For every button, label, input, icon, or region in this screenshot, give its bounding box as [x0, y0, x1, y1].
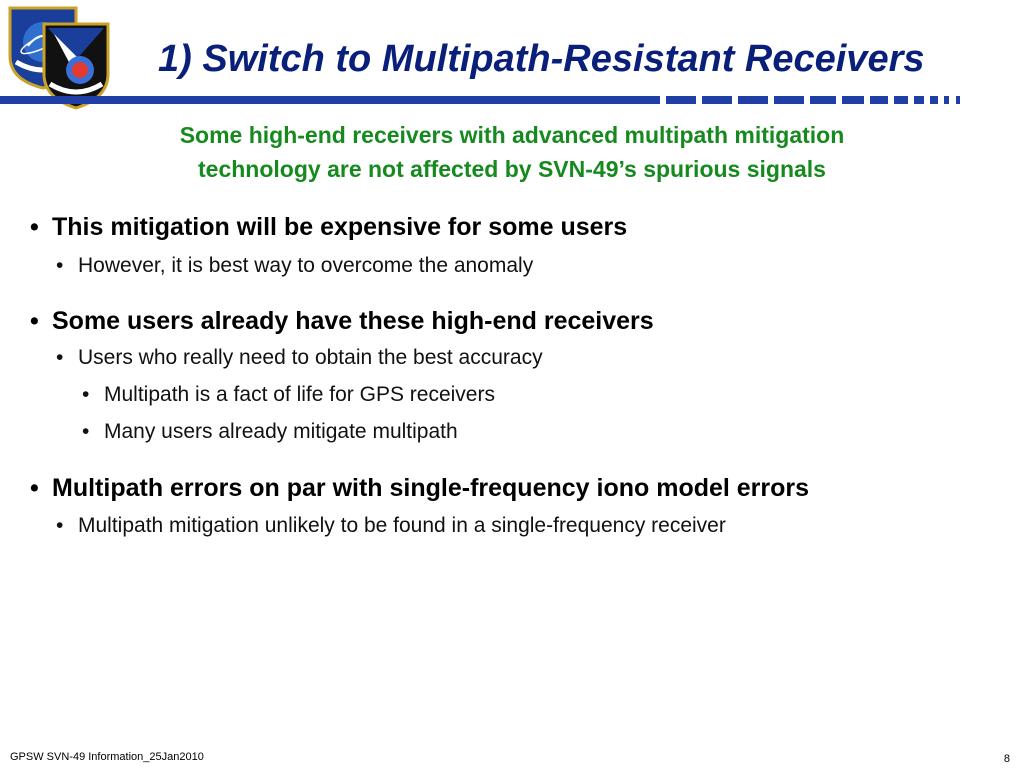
bullet-text: Multipath mitigation unlikely to be found in a single-frequency receiver — [78, 514, 726, 537]
bullet-text: Multipath is a fact of life for GPS receivers — [104, 383, 495, 406]
bullet-icon: • — [82, 383, 90, 406]
bullet-item — [56, 254, 534, 278]
bullet-item — [56, 346, 543, 370]
page-number: 8 — [1003, 753, 1010, 765]
bullet-icon: • — [56, 514, 64, 537]
subtitle-line: technology are not affected by SVN-49’s spurious signals — [198, 156, 826, 182]
bullet-item — [56, 514, 726, 538]
bullet-icon: • — [30, 474, 39, 502]
bullet-text: Some users already have these high-end receivers — [52, 307, 654, 335]
bullet-text: This mitigation will be expensive for some users — [52, 213, 628, 241]
bullet-text: Many users already mitigate multipath — [104, 420, 458, 443]
bullet-icon: • — [30, 307, 39, 335]
footer-label: GPSW SVN-49 Information_25Jan2010 — [10, 751, 204, 763]
bullet-item — [30, 307, 654, 336]
bullet-icon: • — [82, 420, 90, 443]
bullet-icon: • — [56, 254, 64, 277]
bullet-text: Multipath errors on par with single-frequency iono model errors — [52, 474, 810, 502]
bullet-item — [30, 213, 628, 242]
bullet-text: Users who really need to obtain the best accuracy — [78, 346, 543, 369]
bullet-text: However, it is best way to overcome the anomaly — [78, 254, 534, 277]
bullet-icon: • — [30, 213, 39, 241]
bullet-item — [82, 420, 458, 444]
bullet-item — [82, 383, 495, 407]
bullet-item — [30, 474, 810, 503]
page-title: 1) Switch to Multipath-Resistant Receivers — [158, 38, 925, 80]
subtitle-line: Some high-end receivers with advanced multipath mitigation — [179, 122, 845, 148]
bullet-icon: • — [56, 346, 64, 369]
